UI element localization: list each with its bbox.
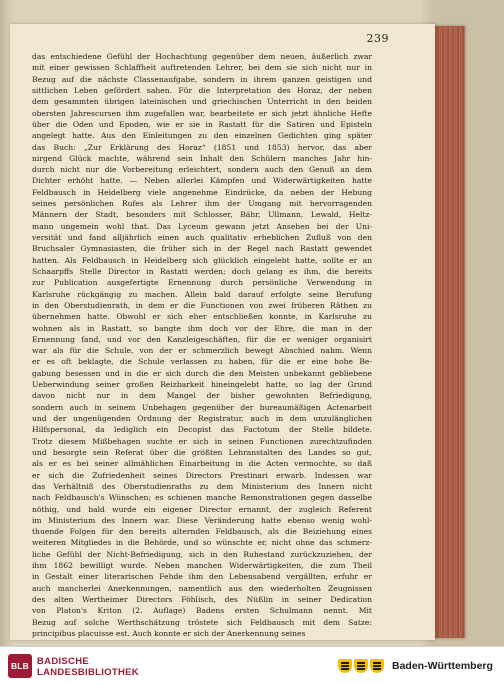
text-line: mann ungemein wohl that. Das Lyceum gewann jetzt Ansehen bei der Uni- [32, 221, 372, 231]
blb-logo-icon[interactable]: BLB [8, 654, 32, 678]
text-line: versität und fand alljährlich einen auch qualitativ erheblichen Zufluß von den [32, 233, 372, 242]
text-line: gabung besessen und in die er sich durch die den Meisten unbekannt gebliebene [32, 368, 372, 378]
text-line: obersten Jahrescursen ihm zugefallen war, bearbeitete er sich jetzt ähnliche Hefte [32, 108, 372, 118]
text-line: Karlsruhe rückgängig zu machen. Allein bald darauf erfolgte seine Berufung [32, 289, 372, 299]
text-line: und der ungenügenden Ordnung der Registratur, auch in dem unzulänglichen [32, 414, 372, 423]
footer-bar [0, 646, 504, 685]
text-line: Feldbausch in Heidelberg viele angenehme Eindrücke, da neben der Hebung [32, 187, 372, 197]
text-line: von Platon's Kriton (2. Auflage) Badens ersten Schulmann nennt. Mit [32, 606, 372, 616]
body-text [32, 51, 372, 639]
text-line: und besorgte sein Referat über die größten Lehranstalten des Landes so gut, [32, 447, 372, 457]
state-name[interactable]: Baden-Württemberg [392, 660, 493, 672]
book-page [10, 24, 435, 640]
text-line: principibus placuisse est. Auch konnte er sich der Anerkennung seines [32, 628, 306, 638]
library-name[interactable] [37, 656, 139, 678]
text-line: durch nicht nur die Vorbereitung erleichtert, sondern auch den Genuß an dem [32, 165, 372, 175]
text-line: in Gestalt einer literarischen Fehde ihm den Lebensabend vergällten, erfuhr er [32, 572, 372, 582]
text-line: Bezug auf solche Werthschätzung tröstete sich Feldbausch mit dem Satze: [32, 617, 372, 627]
text-line: nöthig, und bald wurde ein eigener Director ernannt, der zugleich Referent [32, 504, 372, 514]
text-line: nirgend Glück machte, während sein Inhalt den Schülern manches Jahr hin- [32, 153, 372, 163]
text-line: übernehmen hatte. Obwohl er sich eher entschließen konnte, in Karlsruhe zu [32, 312, 372, 322]
text-line: über die Oden und Epoden, wie er sie in Rastatt für die Satiren und Episteln [32, 119, 372, 129]
text-line: sittlichen Leben gefördert sahen. Für die Interpretation des Horaz, der neben [32, 85, 372, 95]
text-line: thuende Folgen für den bereits alternden Feldbausch, als die Beiziehung eines [32, 527, 372, 537]
text-line: Hilfspersonal, da lediglich ein Decopist das Factotum der Stelle bildete. [32, 425, 372, 435]
text-line: dem gesammten übrigen lateinischen und griechischen Unterricht in den beiden [32, 97, 372, 107]
text-line: seines persönlichen Rufes als Lehrer ihm der Umgang mit hervorragenden [32, 199, 372, 209]
text-line: Schaarpffs Stelle Director in Rastatt werden; doch gelang es ihm, die bereits [32, 266, 372, 276]
text-line: als er es bei seiner allmählichen Einarbeitung in die Acten vermochte, so daß [32, 459, 372, 469]
text-line: wohnen als in Rastatt, so bangte ihm doch vor der Ehre, die man in der [32, 323, 372, 333]
text-line: in den Oberstudienrath, in dem er die Functionen von zwei früheren Räthen zu [32, 300, 372, 310]
text-line: Dichter erhöht hatte. — Neben allerlei Kämpfen und Widerwärtigkeiten hatte [32, 176, 372, 186]
lion-icon [338, 659, 352, 673]
text-line: zur Publication ausgefertigte Ernennung durch persönliche Verwendung in [32, 278, 372, 288]
text-line: er sich die Zufriedenheit seines Directors Prestinari erwarb. Indessen war [32, 470, 372, 480]
text-line: Bruchsaler Gymnasiasten, die früher sich in der Regel nach Rastatt gewendet [32, 244, 372, 254]
text-line: auch mancherlei Anerkennungen, namentlich aus den wiederholten Zeugnissen [32, 583, 372, 593]
text-line: war als für die Schule, von der er schmerzlich bewegt Abschied nahm. Wenn [32, 346, 372, 356]
text-line: das Buch: „Zur Erklärung des Horaz“ (1851 und 1853) hervor, das aber [32, 142, 372, 152]
text-line: hatten. Als Feldbausch in Heidelberg sich glücklich eingelebt hatte, sollte er an [32, 255, 372, 265]
text-line: Ueberwindung seiner großen Reizbarkeit hineingelebt hatte, so lag der Grund [32, 380, 372, 390]
text-line: weiteren Mitgliedes in die Behörde, und so wünschte er, nicht ohne das schmerz- [32, 538, 372, 548]
library-name-line-1: BADISCHE [37, 656, 90, 667]
text-line: das Verhältniß des Oberstudienraths zu dem Ministerium des Innern nicht [32, 481, 372, 491]
text-line: liche Gefühl der Nicht-Befriedigung, sich in den Ruhestand zurückzuziehen, der [32, 549, 372, 559]
text-line: Trotz diesem Mißbehagen suchte er sich in seinen Functionen zurechtzufinden [32, 436, 372, 446]
text-line: davon nicht nur in dem Mangel der bisher gewohnten Befriedigung, [32, 391, 372, 401]
page-number: 239 [366, 32, 389, 45]
book-page-edges [435, 26, 465, 638]
text-line: mit einer gewissen Schlaffheit auftretenden Lehrer, bei dem sie sich nicht nur in [32, 63, 372, 73]
text-line: Männern der Stadt, besonders mit Schlosser, Bähr, Ullmann, Lewald, Heltz- [32, 210, 372, 220]
text-line: sondern auch in seinem Unbehagen gegenüber der bureaumäßigen Actenarbeit [32, 402, 372, 412]
text-line: das entschiedene Gefühl der Hochachtung gegenüber dem neuen, äußerlich zwar [32, 52, 372, 61]
text-line: angelegt hatte. Aus den Einleitungen zu den einzelnen Gedichten ging später [32, 131, 372, 141]
lion-icon [370, 659, 384, 673]
text-line: er es oft beklagte, die Schule verlassen zu haben, für die er eine hohe Be- [32, 357, 372, 367]
text-line: Ernennung fand, und vor den Kanzleigeschäften, für die er weniger organisirt [32, 334, 372, 344]
text-line: des alten Wertheimer Directors Föhlisch, des Nüßlin in seiner Dedication [32, 595, 372, 604]
bw-lions-icon[interactable] [338, 658, 388, 674]
text-line: nach Feldbausch's Wünschen; es schienen manche Remonstrationen gegen dasselbe [32, 493, 372, 503]
lion-icon [354, 659, 368, 673]
text-line: Bezug auf die nächste Classenaufgabe, sondern in ihrem ganzen geistigen und [32, 74, 372, 84]
text-line: im Ministerium des Innern war. Diese Veränderung hatte ebenso wenig wohl- [32, 515, 372, 525]
library-name-line-2: LANDESBIBLIOTHEK [37, 667, 139, 678]
text-line: ihm 1862 bewilligt wurde. Neben manchen Widerwärtigkeiten, die zum Theil [32, 561, 372, 571]
